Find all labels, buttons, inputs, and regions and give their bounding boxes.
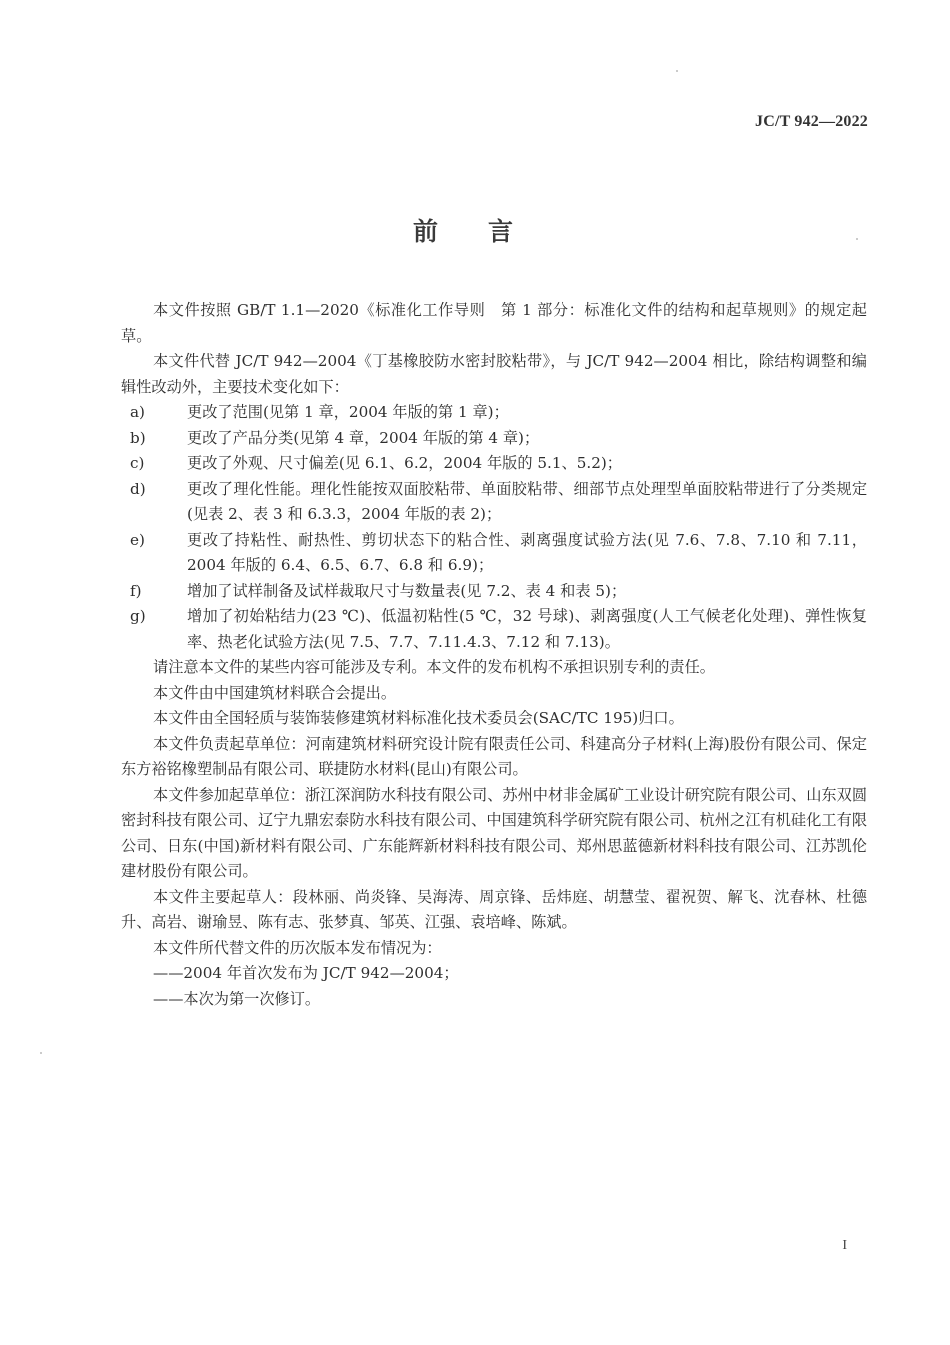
list-item bbox=[121, 451, 867, 477]
list-item bbox=[121, 528, 867, 579]
list-item bbox=[121, 426, 867, 452]
scan-speck bbox=[676, 70, 678, 72]
list-marker: d) bbox=[130, 479, 146, 498]
paragraph-history-intro: 本文件所代替文件的历次版本发布情况为： bbox=[153, 938, 442, 957]
list-marker: e) bbox=[130, 530, 145, 549]
list-marker: a) bbox=[130, 403, 145, 421]
paragraph-replacement: 本文件代替 JC/T 942—2004《丁基橡胶防水密封胶粘带》，与 JC/T 942—2004 相比，除结构调整和编辑性改动外，主要技术变化如下： bbox=[121, 352, 867, 396]
paragraph-lead-drafters: 本文件负责起草单位：河南建筑材料研究设计院有限责任公司、科建高分子材料(上海)股份有限公司、保定东方裕铭橡塑制品有限公司、联捷防水材料(昆山)有限公司。 bbox=[121, 734, 867, 778]
list-item bbox=[121, 477, 867, 528]
list-text: 更改了范围(见第 1 章，2004 年版的第 1 章)； bbox=[187, 403, 509, 421]
foreword-body bbox=[121, 298, 867, 1012]
list-marker: g) bbox=[130, 607, 146, 625]
list-text: 更改了持粘性、耐热性、剪切状态下的粘合性、剥离强度试验方法(见 7.6、7.8、7.10 和 7.11，2004 年版的 6.4、6.5、6.7、6.8 和 6.9)； bbox=[187, 530, 867, 574]
list-text: 增加了试样制备及试样裁取尺寸与数量表(见 7.2、表 4 和表 5)； bbox=[187, 581, 627, 600]
paragraph-participating-drafters: 本文件参加起草单位：浙江深润防水科技有限公司、苏州中材非金属矿工业设计研究院有限公司、山东双圆密封科技有限公司、辽宁九鼎宏泰防水科技有限公司、中国建筑科学研究院有限公司、杭州之江有机硅化工有限公司、日东(中国)新材料有限公司、广东能辉新材料科技有限公司、郑州思蓝德新材料科技有限公司、江苏凯伦建材股份有限公司。 bbox=[121, 785, 867, 880]
list-text: 更改了外观、尺寸偏差(见 6.1、6.2，2004 年版的 5.1、5.2)； bbox=[187, 454, 622, 472]
paragraph-committee: 本文件由全国轻质与装饰装修建筑材料标准化技术委员会(SAC/TC 195)归口。 bbox=[153, 709, 684, 727]
list-marker: c) bbox=[130, 454, 145, 472]
paragraph-main-drafters: 本文件主要起草人：段林丽、尚炎锋、吴海涛、周京锋、岳炜庭、胡慧莹、翟祝贺、解飞、沈春林、杜德升、高岩、谢瑜昱、陈有志、张梦真、邹英、江强、袁培峰、陈斌。 bbox=[121, 887, 867, 931]
paragraph-basis: 本文件按照 GB/T 1.1—2020《标准化工作导则 第 1 部分：标准化文件的结构和起草规则》的规定起草。 bbox=[121, 301, 867, 345]
list-item bbox=[121, 579, 867, 605]
list-marker: b) bbox=[130, 428, 146, 447]
page-title: 前言 bbox=[412, 217, 563, 246]
scan-speck bbox=[40, 1052, 42, 1054]
list-text: 更改了产品分类(见第 4 章，2004 年版的第 4 章)； bbox=[187, 428, 540, 447]
document-code: JC/T 942—2022 bbox=[755, 113, 868, 130]
page-number: I bbox=[842, 1238, 847, 1253]
paragraph-patent-notice: 请注意本文件的某些内容可能涉及专利。本文件的发布机构不承担识别专利的责任。 bbox=[153, 658, 715, 676]
paragraph-proposer: 本文件由中国建筑材料联合会提出。 bbox=[153, 683, 396, 702]
list-text: 增加了初始粘结力(23 ℃)、低温初粘性(5 ℃，32 号球)、剥离强度(人工气候老化处理)、弹性恢复率、热老化试验方法(见 7.5、7.7、7.11.4.3、7.12 和 7.13)。 bbox=[187, 607, 867, 651]
list-marker: f) bbox=[130, 581, 142, 600]
list-item bbox=[121, 400, 867, 426]
history-item: ——2004 年首次发布为 JC/T 942—2004； bbox=[153, 964, 459, 982]
list-item bbox=[121, 604, 867, 655]
list-text: 更改了理化性能。理化性能按双面胶粘带、单面胶粘带、细部节点处理型单面胶粘带进行了分类规定(见表 2、表 3 和 6.3.3，2004 年版的表 2)； bbox=[187, 479, 867, 523]
history-item: ——本次为第一次修订。 bbox=[153, 989, 321, 1008]
changes-list bbox=[121, 400, 867, 655]
